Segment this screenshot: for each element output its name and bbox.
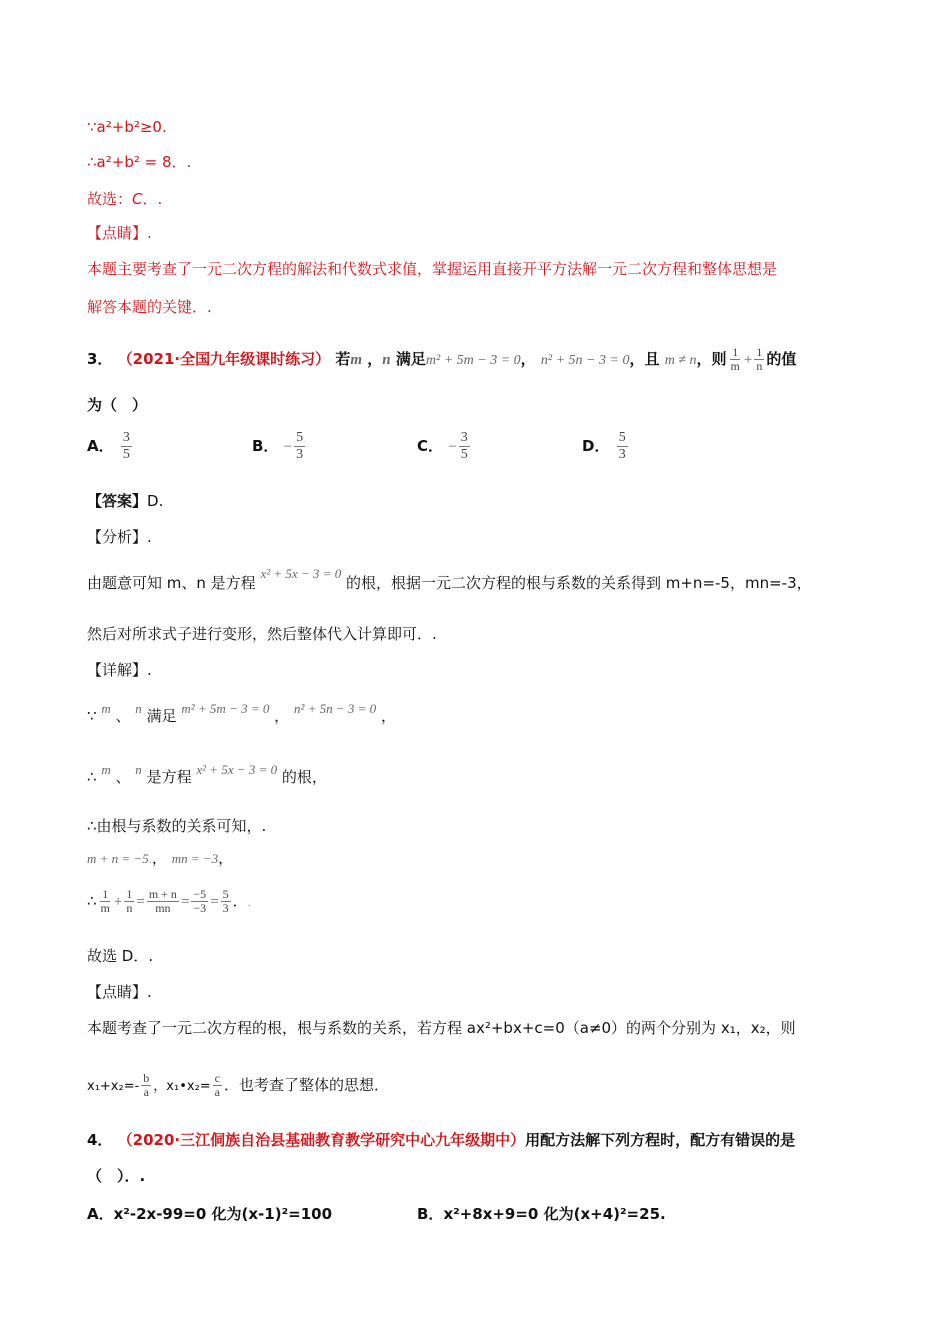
q4-option-a[interactable]: A．x²-2x-99=0 化为(x-1)²=100	[87, 1205, 333, 1223]
q3-detail-line-4: m + n = −5.， mn = −3，	[87, 849, 234, 867]
q3-comment-label: 【点睛】.	[87, 983, 152, 1001]
q3-detail-line-1: ∵ m 、 n 满足 m² + 5m − 3 = 0 ， n² + 5n − 3 = 0 ，	[87, 701, 396, 725]
q3-stem-end: 为（ ）	[87, 396, 148, 414]
prev-solution-line-2: ∴a²+b² = 8．.	[87, 153, 192, 171]
prev-comment-line-1: 本题主要考查了一元二次方程的解法和代数式求值，掌握运用直接开平方法解一元二次方程和整体思想是	[87, 260, 778, 278]
prev-solution-choose: 故选：C．.	[87, 190, 163, 208]
q3-stem: 3． （2021·全国九年级课时练习） 若m ，n 满足m² + 5m − 3 = 0， n² + 5n − 3 = 0，且 m ≠ n，则 $\frac{1}{m}$ + $\frac{1}{n}$ 的值	[87, 345, 797, 373]
q3-analysis-line-2: 然后对所求式子进行变形，然后整体代入计算即可．.	[87, 625, 437, 643]
q3-option-b[interactable]: B． − $\frac{5}{3}$	[252, 430, 304, 462]
q4-stem: 4． （2020·三江侗族自治县基础教育教学研究中心九年级期中）用配方法解下列方程时，配方有错误的是	[87, 1131, 796, 1149]
q3-answer: 【答案】D.	[87, 492, 164, 510]
q3-detail-line-2: ∴ m 、 n 是方程 x² + 5x − 3 = 0 的根，	[87, 762, 327, 786]
q3-detail-line-5: ∴ $\frac{1}{m}$ + $\frac{1}{n}$ = $\frac{m + n}{mn}$ = $\frac{-5}{-3}$ = $\frac{5}{3}$ ．.	[87, 887, 251, 915]
q3-comment-line-1: 本题考查了一元二次方程的根，根与系数的关系，若方程 ax²+bx+c=0（a≠0）的两个分别为 x₁，x₂，则	[87, 1019, 796, 1037]
prev-comment-label: 【点睛】.	[87, 224, 152, 242]
q3-detail-line-3: ∴由根与系数的关系可知，.	[87, 817, 267, 835]
q3-choose: 故选 D．.	[87, 947, 154, 965]
prev-solution-line-1: ∵a²+b²≥0.	[87, 118, 167, 136]
q4-option-b[interactable]: B．x²+8x+9=0 化为(x+4)²=25.	[417, 1205, 666, 1223]
q3-detail-label: 【详解】.	[87, 661, 152, 679]
q3-comment-line-2: x₁+x₂=- $\frac{b}{a}$ ，x₁•x₂= $\frac{c}{a}$ ．也考查了整体的思想．	[87, 1071, 390, 1099]
q3-analysis-line-1: 由题意可知 m、n 是方程 x² + 5x − 3 = 0 的根，根据一元二次方程的根与系数的关系得到 m+n=-5，mn=-3，	[87, 566, 812, 592]
q4-stem-end: （ ）．.	[87, 1167, 146, 1185]
prev-comment-line-2: 解答本题的关键．.	[87, 298, 212, 316]
q3-option-d[interactable]: D． $\frac{5}{3}$	[582, 430, 626, 462]
q3-analysis-label: 【分析】.	[87, 528, 152, 546]
q3-option-a[interactable]: A． $\frac{3}{5}$	[87, 430, 130, 462]
q3-option-c[interactable]: C． − $\frac{3}{5}$	[417, 430, 468, 462]
